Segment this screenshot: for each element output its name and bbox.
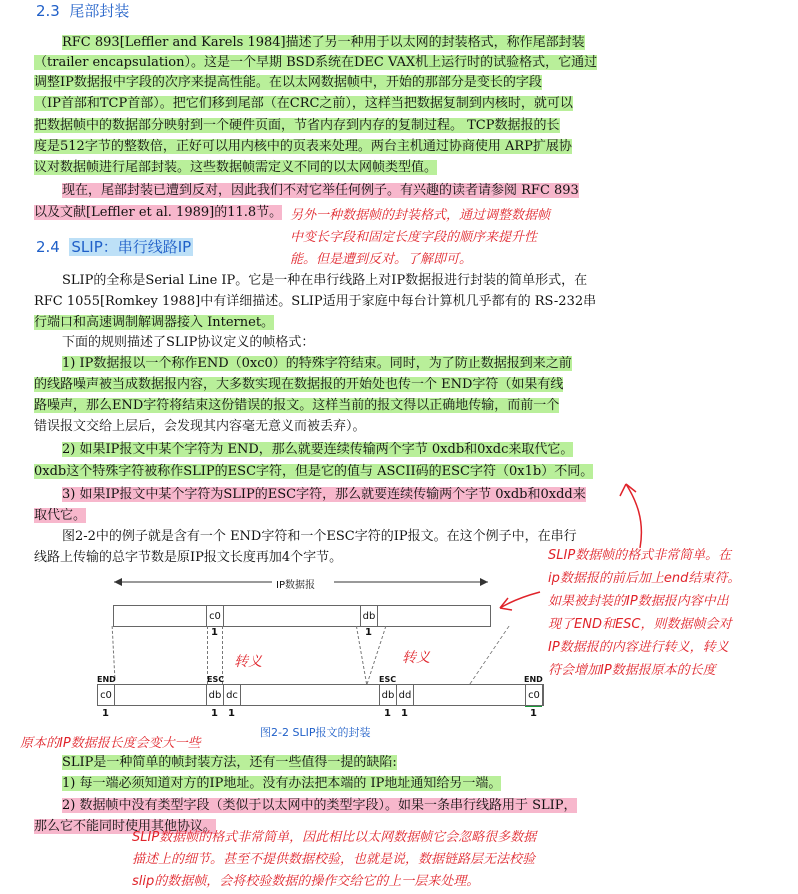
section-heading-2-3: 2.3 尾部封装 xyxy=(36,2,130,20)
text-line: 错误报文交给上层后，会发现其内容毫无意义而被丢弃）。 xyxy=(34,419,366,434)
escape-note-2: 转义 xyxy=(402,650,430,666)
text-line: （trailer encapsulation）。这是一个早期 BSD系统在DEC VAX机上运行时的试验格式，它通过 xyxy=(34,55,598,70)
text-line: 议对数据帧进行尾部封装。这些数据帧需定义不同的以太网帧类型值。 xyxy=(34,160,438,175)
cell-end-start: c0 xyxy=(97,684,115,706)
text-line: 图2-2中的例子就是含有一个 END字符和一个ESC字符的IP报文。在这个例子中，在串行 xyxy=(62,529,577,544)
text-line: 线路上传输的总字节数是原IP报文长度再加4个字节。 xyxy=(34,550,343,565)
text-line: RFC 893[Leffler and Karels 1984]描述了另一种用于以太网的封装格式，称作尾部封装 xyxy=(62,35,585,50)
section-heading-2-4: 2.4 SLIP：串行线路IP xyxy=(36,238,192,256)
text-line: 把数据帧中的数据部分映射到一个硬件页面，节省内存到内存的复制过程。 TCP数据报的长 xyxy=(34,118,560,133)
cell-dc: dc xyxy=(223,684,241,706)
text-line: 取代它。 xyxy=(34,508,87,523)
cell-db-original: db xyxy=(360,605,378,627)
ip-datagram-label: IP数据报 xyxy=(276,580,315,591)
text-line: 调整IP数据报中字段的次序来提高性能。在以太网数据帧中，开始的那部分是变长的字段 xyxy=(34,75,542,90)
text-line: 度是512字节的整数倍，正好可以用内核中的页表来处理。两台主机通过协商使用 ARP扩展协 xyxy=(34,139,572,154)
arrow-to-rule-3 xyxy=(626,484,641,548)
text-line: 的线路噪声被当成数据报内容，大多数实现在数据报的开始处也传一个 END字符（如果有线 xyxy=(34,377,564,392)
escape-note-1: 转义 xyxy=(234,654,262,670)
paragraph-rules-intro: 下面的规则描述了SLIP协议定义的帧格式： xyxy=(62,335,315,350)
text-line: 现在，尾部封装已遭到反对，因此我们不对它举任何例子。有兴趣的读者请参阅 RFC 893 xyxy=(62,183,579,198)
text-line: RFC 1055[Romkey 1988]中有详细描述。SLIP适用于家庭中每台计算机几乎都有的 RS-232串 xyxy=(34,294,597,309)
text-line: SLIP的全称是Serial Line IP。它是一种在串行线路上对IP数据报进行封装的简单形式，在 xyxy=(62,273,588,288)
ip-datagram-box xyxy=(113,605,491,627)
text-line: （IP首部和TCP首部）。把它们移到尾部（在CRC之前），这样当把数据复制到内核时，就可以 xyxy=(34,96,573,111)
text-line: 行端口和高速调制解调器接入 Internet。 xyxy=(34,315,275,330)
cell-esc-db-1: db xyxy=(206,684,224,706)
text-line: 1) IP数据报以一个称作END（0xc0）的特殊字符结束。同时，为了防止数据报到来之前 xyxy=(62,356,572,371)
text-line: 以及文献[Leffler et al. 1989]的11.8节。 xyxy=(34,205,283,220)
text-line: 0xdb这个特殊字符被称作SLIP的ESC字符，但是它的值与 ASCII码的ESC字符（0x1b）不同。 xyxy=(34,464,594,479)
text-line: 2) 数据帧中没有类型字段（类似于以太网中的类型字段）。如果一条串行线路用于 SLIP， xyxy=(62,798,577,813)
handwritten-note-length: 原本的IP数据报长度会变大一些 xyxy=(20,736,201,751)
cell-end-final: c0 xyxy=(525,684,543,706)
text-line: 那么它不能同时使用其他协议。 xyxy=(34,819,217,834)
shortcoming-1: 1) 每一端必须知道对方的IP地址。没有办法把本端的 IP地址通知给另一端。 xyxy=(62,776,502,791)
text-line: 路噪声，那么END字符将结束这份错误的报文。这样当前的报文得以正确地传输，而前一个 xyxy=(34,398,560,413)
text-line: 3) 如果IP报文中某个字符为SLIP的ESC字符，那么就要连续传输两个字节 0xdb和0xdd来 xyxy=(62,487,586,502)
text-line: 2) 如果IP报文中某个字符为 END，那么就要连续传输两个字节 0xdb和0xdc来取代它。 xyxy=(62,442,574,457)
paragraph-shortcomings: SLIP是一种简单的帧封装方法，还有一些值得一提的缺陷: xyxy=(62,755,397,770)
cell-c0-original: c0 xyxy=(206,605,224,627)
cell-esc-db-2: db xyxy=(379,684,397,706)
slip-frame-box xyxy=(97,684,544,706)
cell-dd: dd xyxy=(396,684,414,706)
figure-caption: 图2-2 SLIP报文的封装 xyxy=(260,726,371,739)
